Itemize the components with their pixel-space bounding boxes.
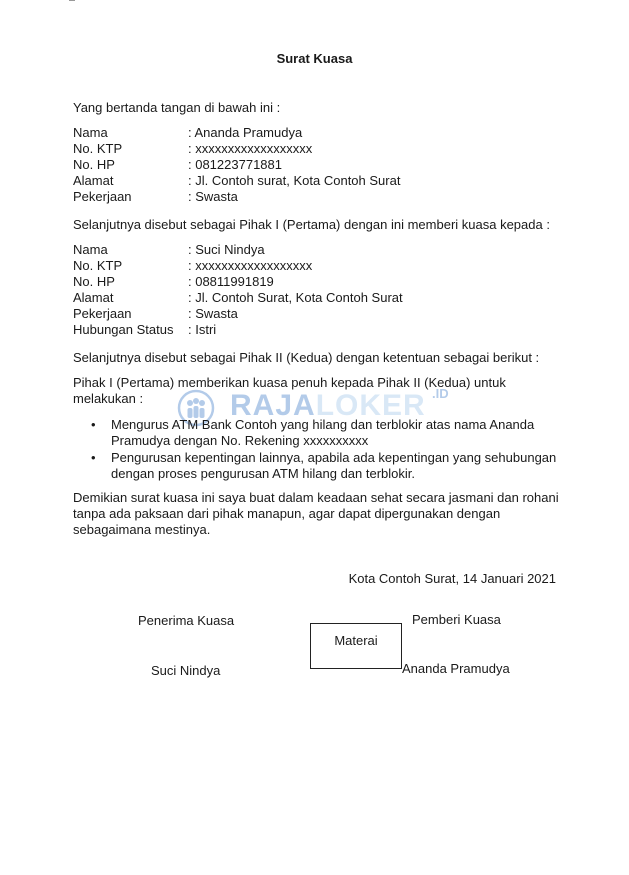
field-value: : 08811991819 [188, 274, 274, 289]
giver-name: Ananda Pramudya [402, 661, 510, 676]
field-value: : Suci Nindya [188, 242, 265, 257]
giver-label: Pemberi Kuasa [412, 612, 501, 627]
field-label: Pekerjaan [73, 189, 132, 204]
intro-text: Yang bertanda tangan di bawah ini : [73, 100, 281, 115]
bullet-item: Mengurus ATM Bank Contoh yang hilang dan terblokir atas nama Ananda Pramudya dengan No. Rekening xxxxxxxxxx [111, 417, 535, 448]
transition-pihak1: Selanjutnya disebut sebagai Pihak I (Pertama) dengan ini memberi kuasa kepada : [73, 217, 550, 232]
field-label: Nama [73, 125, 108, 140]
page-top-mark [69, 0, 75, 1]
watermark-text-a: RAJA [230, 389, 316, 422]
document-title: Surat Kuasa [276, 51, 353, 66]
receiver-name: Suci Nindya [151, 663, 221, 678]
field-label: No. HP [73, 274, 115, 289]
bullet-item: Pengurusan kepentingan lainnya, apabila ada kepentingan yang sehubungan dengan proses pengurusan ATM hilang dan terblokir. [111, 450, 557, 481]
field-value: : 081223771881 [188, 157, 282, 172]
watermark-suffix: .ID [432, 386, 449, 401]
field-label: No. HP [73, 157, 115, 172]
field-value: : xxxxxxxxxxxxxxxxxx [188, 141, 313, 156]
field-value: : Jl. Contoh surat, Kota Contoh Surat [188, 173, 401, 188]
bullet-marker: • [91, 417, 96, 432]
field-value: : Istri [188, 322, 217, 337]
receiver-label: Penerima Kuasa [138, 613, 235, 628]
field-label: Pekerjaan [73, 306, 132, 321]
mandate-text: Pihak I (Pertama) memberikan kuasa penuh kepada Pihak II (Kedua) untuk melakukan : [73, 375, 506, 406]
field-label: No. KTP [73, 258, 123, 273]
field-label: Alamat [73, 290, 114, 305]
transition-pihak2: Selanjutnya disebut sebagai Pihak II (Kedua) dengan ketentuan sebagai berikut : [73, 350, 540, 365]
field-label: Nama [73, 242, 108, 257]
closing-paragraph: Demikian surat kuasa ini saya buat dalam keadaan sehat secara jasmani dan rohani tanpa ada paksaan dari pihak manapun, agar dapat dipergunakan dengan sebagaimana mestinya. [73, 490, 559, 537]
field-value: : Swasta [188, 189, 238, 204]
field-value: : Swasta [188, 306, 238, 321]
field-label: Hubungan Status [73, 322, 174, 337]
watermark-text-b: LOKER [315, 389, 426, 422]
field-label: No. KTP [73, 141, 123, 156]
field-value: : xxxxxxxxxxxxxxxxxx [188, 258, 313, 273]
materai-label: Materai [334, 633, 378, 648]
field-value: : Jl. Contoh Surat, Kota Contoh Surat [188, 290, 403, 305]
place-date: Kota Contoh Surat, 14 Januari 2021 [348, 571, 556, 586]
bullet-marker: • [91, 450, 96, 465]
materai-box [310, 623, 402, 669]
field-label: Alamat [73, 173, 114, 188]
field-value: : Ananda Pramudya [188, 125, 303, 140]
